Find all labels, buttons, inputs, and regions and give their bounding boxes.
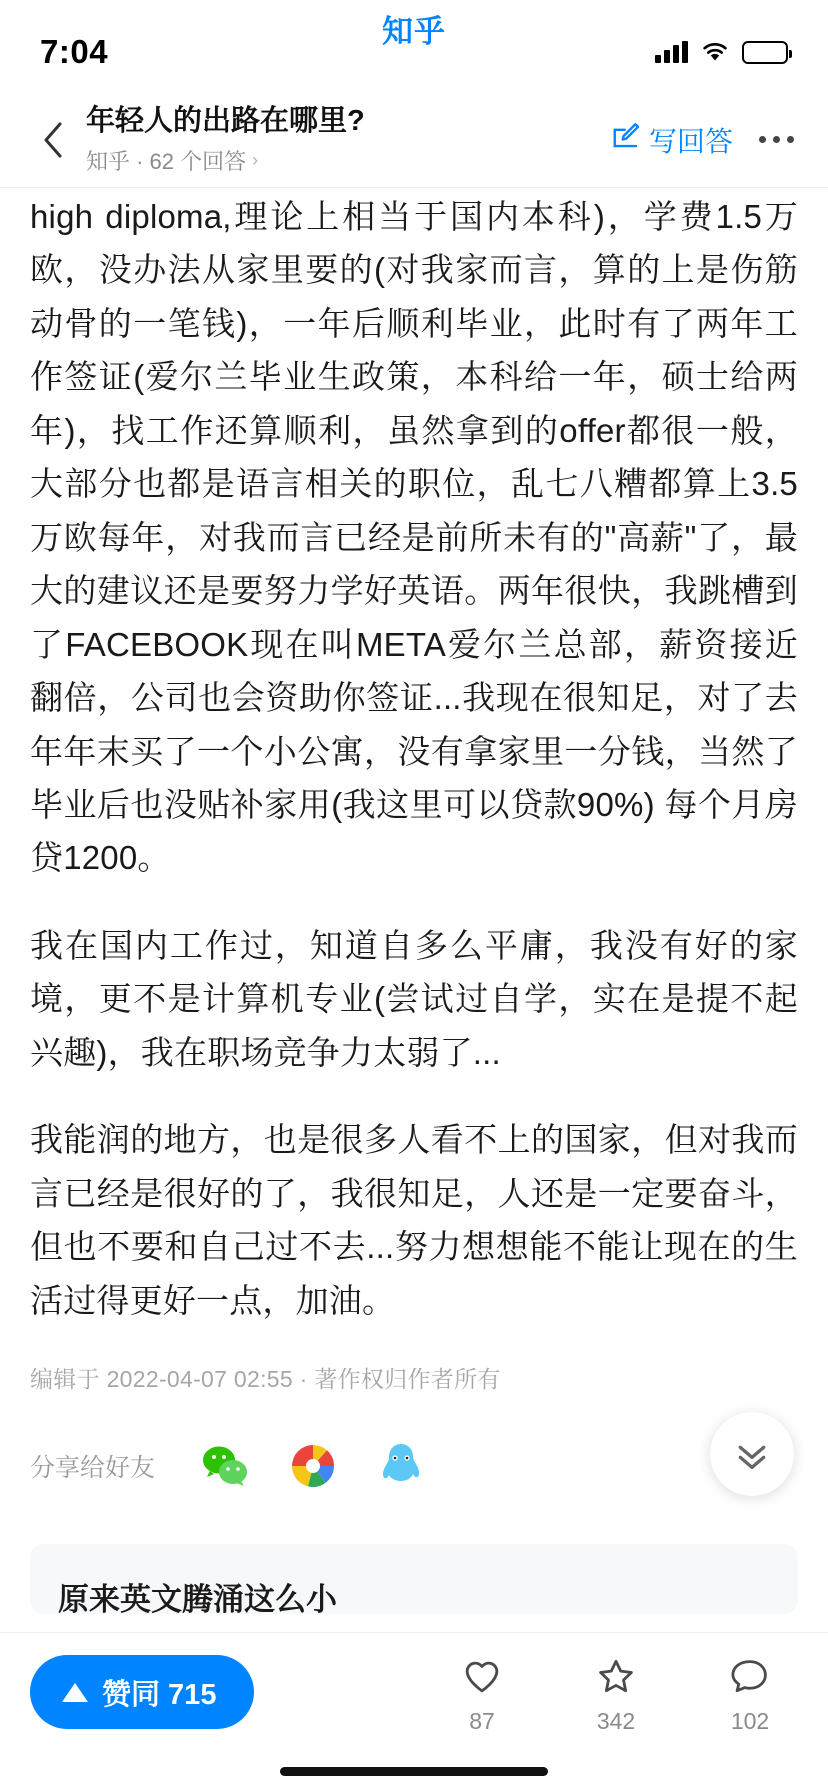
double-chevron-down-icon[interactable] [710,1412,794,1496]
comment-count: 102 [730,1708,770,1734]
compose-icon [611,121,641,158]
favorite-count: 342 [596,1708,636,1734]
like-count: 87 [469,1708,495,1734]
upvote-triangle-icon [62,1683,88,1702]
bottom-actions [444,1655,798,1735]
nav-title-block [76,103,607,175]
answer-paragraph: 我能润的地方，也是很多人看不上的国家，但对我而言已经是很好的了，我很知足，人还是一定要奋斗，但也不要和自己过不去...努力想想能不能让现在的生活过得更好一点，加油。 [30,1121,798,1319]
wechat-icon[interactable] [199,1440,251,1492]
upvote-label: 赞同 715 [102,1678,217,1711]
app-brand-title: 知乎 [382,14,446,49]
share-label: 分享给好友 [30,1454,156,1483]
question-meta-text: 知乎 · 62 个回答 [86,148,247,174]
related-answer-title: 原来英文腾涌这么小 [58,1582,337,1615]
answer-meta: 编辑于 2022-04-07 02:55 · 著作权归作者所有 [30,1366,501,1393]
bottom-action-bar [0,1632,828,1792]
status-bar [0,0,828,92]
home-indicator [280,1767,548,1776]
more-dots-icon[interactable] [737,136,802,143]
upvote-button[interactable] [30,1655,254,1729]
heart-icon [460,1655,504,1702]
answer-paragraph: high diploma,理论上相当于国内本科)，学费1.5万欧，没办法从家里要的(对我家而言，算的上是伤筋动骨的一笔钱)，一年后顺利毕业，此时有了两年工作签证(爱尔兰毕业生政策，本科给一年，硕士给两年)，找工作还算顺利，虽然拿到的offer都很一般，大部分也都是语言相关的职位，乱七八糟都算上3.5万欧每年，对我而言已经是前所未有的"高薪"了，最大的建议还是要努力学好英语。两年很快，我跳槽到了FACEBOOK现在叫META爱尔兰总部，薪资接近翻倍，公司也会资助你签证...我现在很知足，对了去年年末买了一个小公寓，没有拿家里一分钱，当然了毕业后也没贴补家用(我这里可以贷款90%) 每个月房贷1200。 [30,198,798,877]
related-answer-card[interactable] [30,1544,798,1614]
star-icon [594,1655,638,1702]
share-row [30,1440,798,1492]
write-answer-label: 写回答 [648,125,733,157]
comment-icon [728,1655,772,1702]
answer-content[interactable] [0,188,828,1792]
question-meta[interactable] [86,145,607,176]
write-answer-button[interactable] [607,114,737,166]
back-chevron-icon[interactable] [30,110,76,170]
comment-action[interactable] [712,1655,788,1735]
chevron-right-icon: › [252,149,259,170]
qq-icon[interactable] [375,1440,427,1492]
navigation-bar [0,92,828,188]
favorite-action[interactable] [578,1655,654,1735]
page-title: 年轻人的出路在哪里? [86,105,365,138]
status-time: 7:04 [40,33,109,70]
battery-charging-icon: ⚡ [742,41,788,64]
like-action[interactable] [444,1655,520,1735]
share-icons [199,1440,427,1492]
answer-text [30,188,798,1327]
qzone-icon[interactable] [287,1440,339,1492]
answer-paragraph: 我在国内工作过，知道自多么平庸，我没有好的家境，更不是计算机专业(尝试过自学，实在是提不起兴趣)，我在职场竞争力太弱了... [30,926,798,1071]
